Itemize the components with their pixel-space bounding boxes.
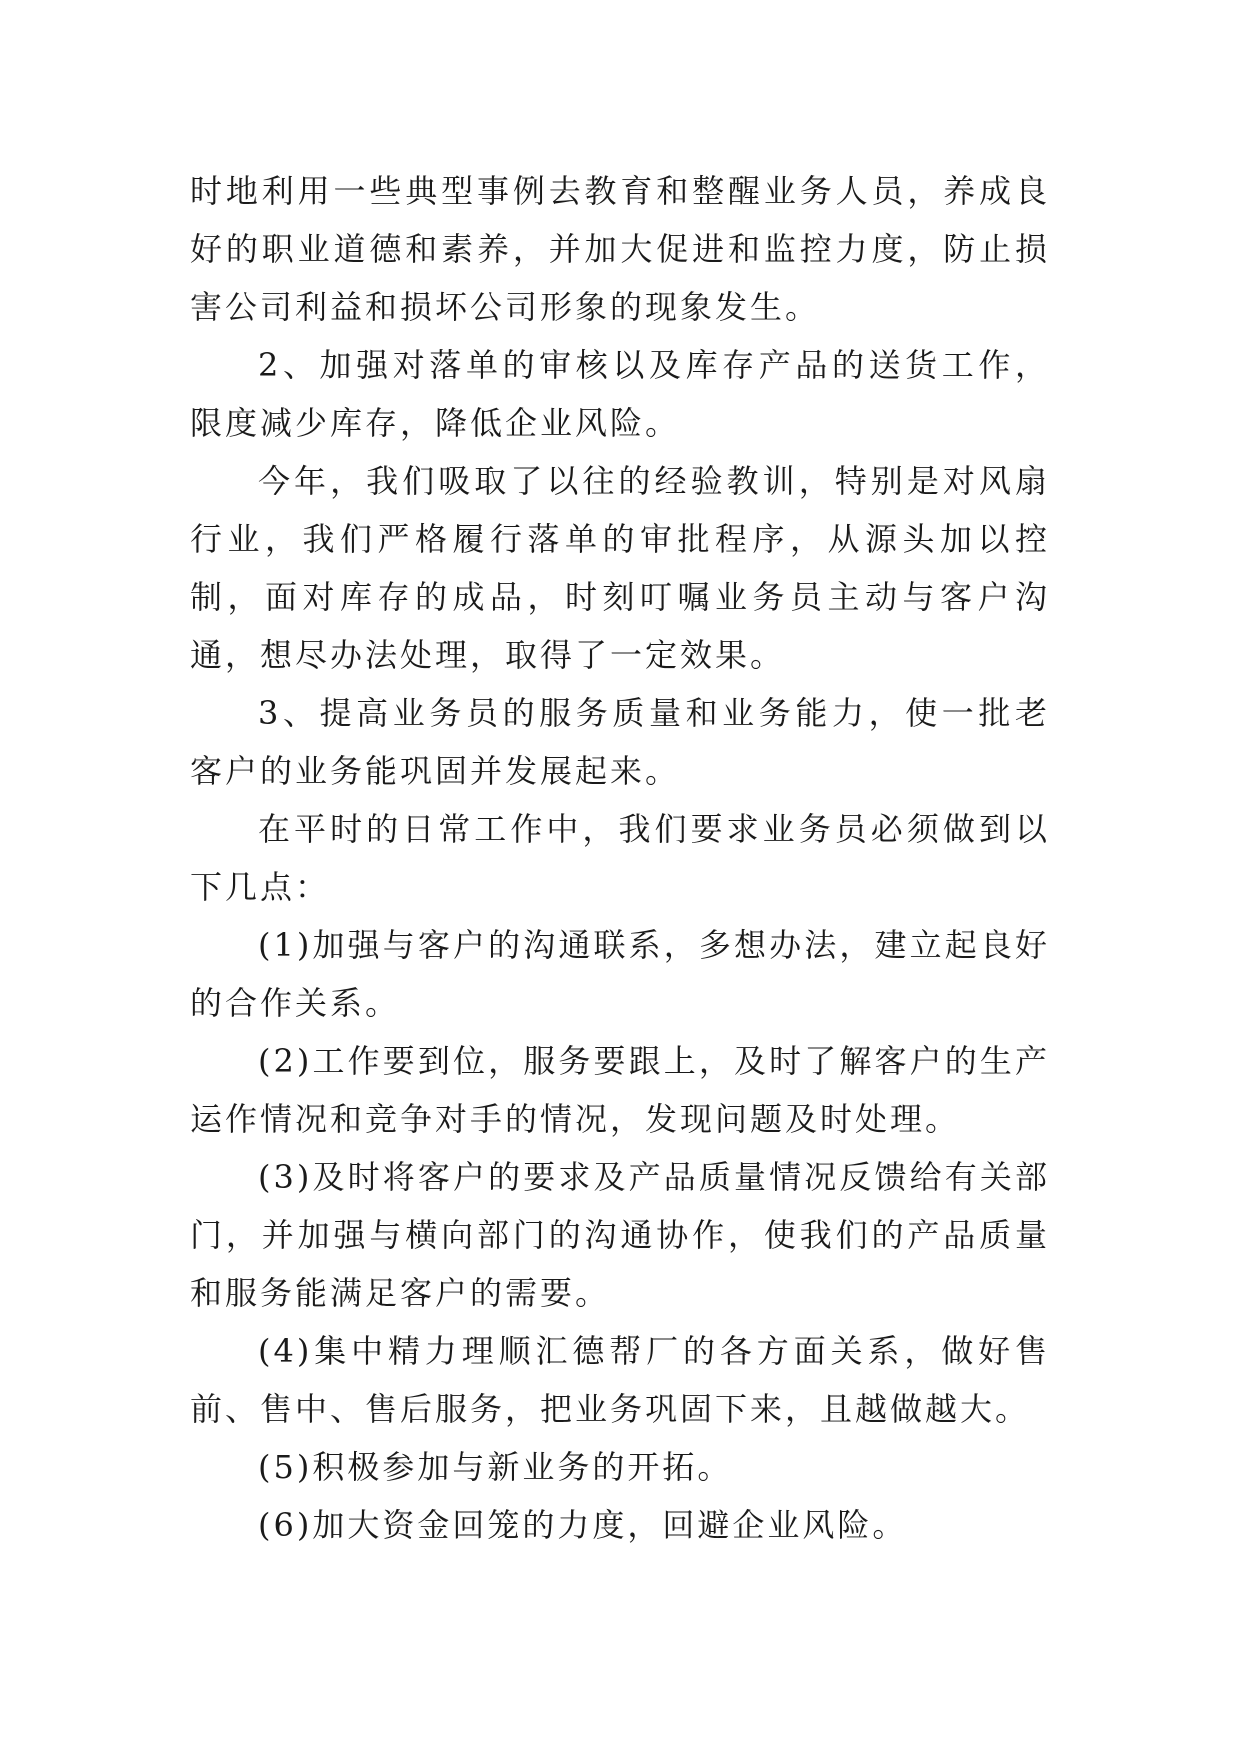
list-item-5: (5)积极参加与新业务的开拓。 xyxy=(258,1448,733,1486)
list-item-3: (3)及时将客户的要求及产品质量情况反馈给有关部门，并加强与横向部门的沟通协作，使我们的产品质量和服务能满足客户的需要。 xyxy=(190,1158,1050,1312)
list-item-1: (1)加强与客户的沟通联系，多想办法，建立起良好的合作关系。 xyxy=(190,926,1050,1022)
paragraph-3: 今年，我们吸取了以往的经验教训，特别是对风扇行业，我们严格履行落单的审批程序，从源头加以控制，面对库存的成品，时刻叮嘱业务员主动与客户沟通，想尽办法处理，取得了一定效果。 xyxy=(190,462,1050,674)
paragraph-2: 2、加强对落单的审核以及库存产品的送货工作，限度减少库存，降低企业风险。 xyxy=(190,346,1050,442)
paragraph-5: 在平时的日常工作中，我们要求业务员必须做到以下几点： xyxy=(190,810,1050,906)
list-item-6: (6)加大资金回笼的力度，回避企业风险。 xyxy=(258,1506,908,1544)
list-item-2: (2)工作要到位，服务要跟上，及时了解客户的生产运作情况和竞争对手的情况，发现问题及时处理。 xyxy=(190,1042,1050,1138)
list-item-4: (4)集中精力理顺汇德帮厂的各方面关系，做好售前、售中、售后服务，把业务巩固下来，且越做越大。 xyxy=(190,1332,1050,1428)
document-body xyxy=(190,162,1050,1554)
paragraph-1: 时地利用一些典型事例去教育和整醒业务人员，养成良好的职业道德和素养，并加大促进和监控力度，防止损害公司利益和损坏公司形象的现象发生。 xyxy=(190,172,1050,326)
paragraph-4: 3、提高业务员的服务质量和业务能力，使一批老客户的业务能巩固并发展起来。 xyxy=(190,694,1050,790)
